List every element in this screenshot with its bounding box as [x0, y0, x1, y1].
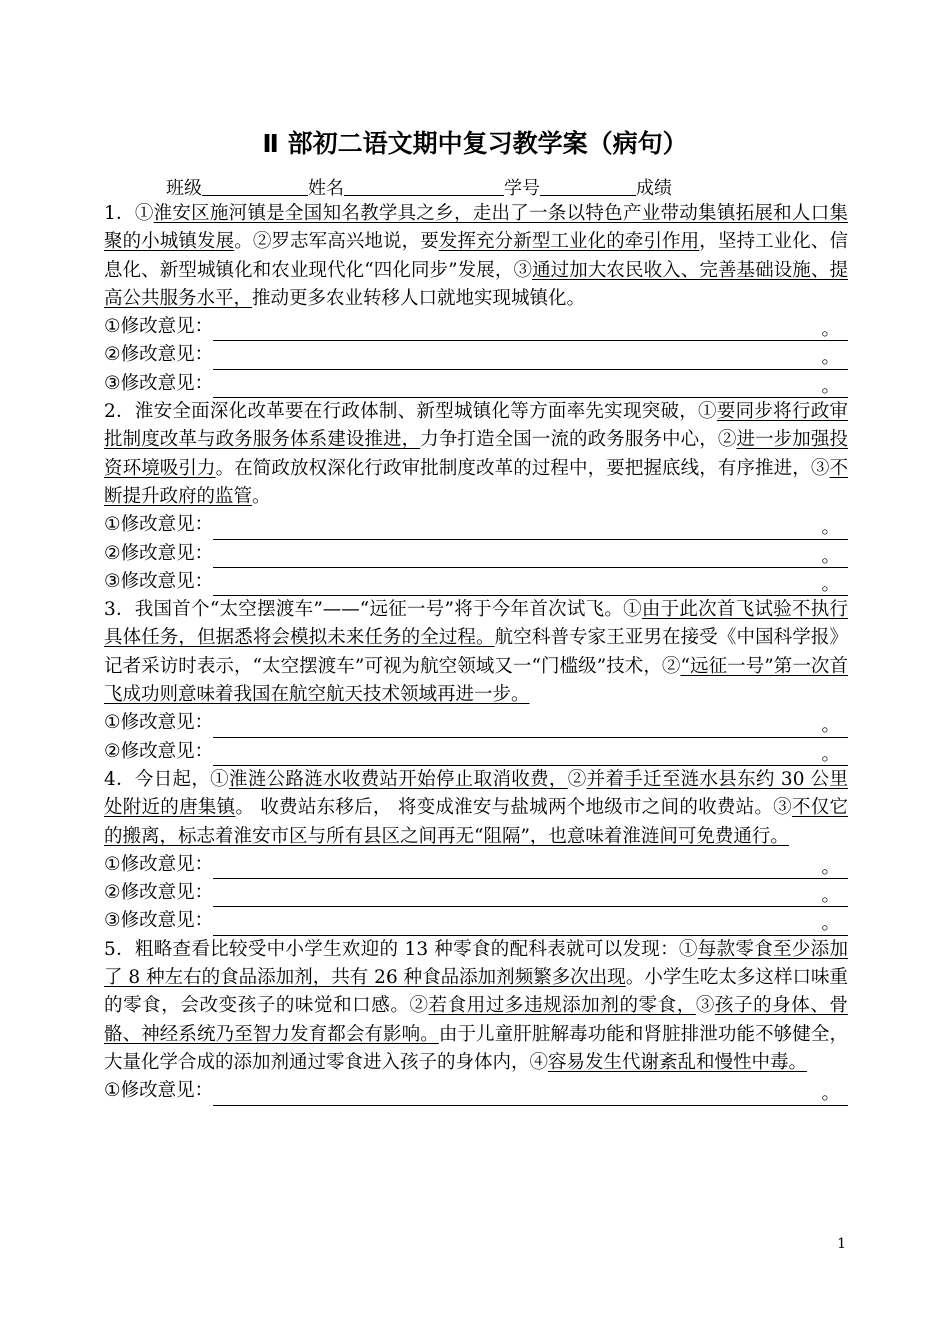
- question-block: [104, 200, 848, 398]
- revision-line: [104, 709, 848, 737]
- underlined-sentence: 进一步加强投资环境吸引力: [104, 429, 848, 479]
- sentence-text: 5．粗略查看比较受中小学生欢迎的 13 种零食的配科表就可以发现：①: [104, 938, 698, 960]
- revision-line: [104, 540, 848, 568]
- name-label: 姓名: [308, 178, 344, 199]
- underlined-sentence: 淮涟公路涟水收费站开始停止取消收费，: [229, 768, 568, 790]
- revision-number: ②: [104, 740, 121, 762]
- sentence-text: ，坚持工业化、信息化、新型城镇化和农业现代化“四化同步”发展，③: [104, 231, 848, 281]
- revision-line: [104, 879, 848, 907]
- revision-label: 修改意见：: [120, 316, 214, 338]
- question-text: [104, 766, 848, 851]
- number-label: 学号: [504, 178, 540, 199]
- revision-label: 修改意见：: [120, 712, 214, 734]
- score-label: 成绩: [636, 178, 672, 199]
- answer-blank[interactable]: [213, 517, 848, 540]
- sentence-text: 。 收费站东移后， 将变成淮安与盐城两个地级市之间的收费站。③: [235, 797, 792, 819]
- revision-number: ③: [104, 372, 121, 394]
- sentence-text: 4．今日起，①: [104, 768, 229, 790]
- revision-number: ①: [104, 316, 121, 338]
- revision-number: ①: [104, 1080, 121, 1102]
- question-block: [104, 936, 848, 1106]
- underlined-sentence: 不仅它的搬离，标志着淮安市区与所有县区之间再无“阻隔”，也意味着淮涟间可免费通行。: [104, 797, 848, 847]
- name-blank[interactable]: [344, 177, 504, 196]
- end-period: 。: [821, 1083, 840, 1105]
- revision-label: 修改意见：: [120, 882, 214, 904]
- question-text: [104, 936, 848, 1077]
- end-period: 。: [821, 885, 840, 907]
- revision-number: ③: [104, 910, 121, 932]
- end-period: 。: [821, 913, 840, 935]
- sentence-text: 航空科普专家王亚男在接受《中国科学报》记者采访时表示，“太空摆渡车”可视为航空领域又一“门槛级”技术，②: [104, 627, 848, 677]
- answer-blank[interactable]: [213, 545, 848, 568]
- student-info-line: [166, 174, 672, 200]
- revision-line: [104, 568, 848, 596]
- underlined-sentence: 发挥充分新型工业化的牵引作用: [438, 231, 700, 253]
- revision-number: ③: [104, 570, 121, 592]
- underlined-sentence: 容易发生代谢紊乱和慢性中毒。: [548, 1051, 808, 1073]
- sentence-text: 。小学生吃太多这样口味重的零食，会改变孩子的味觉和口感。②: [104, 967, 848, 1017]
- class-label: 班级: [166, 178, 202, 199]
- sentence-text: ③: [695, 995, 715, 1017]
- end-period: 。: [821, 715, 840, 737]
- underlined-sentence: 淮安区施河镇是全国知名教学具之乡，走出了一条以特色产业带动集镇拓展和人口集聚的小城镇发展: [104, 203, 848, 253]
- end-period: 。: [821, 573, 840, 595]
- revision-line: [104, 907, 848, 935]
- sentence-text: 推动更多农业转移人口就地实现城镇化。: [252, 287, 586, 309]
- answer-blank[interactable]: [213, 375, 848, 398]
- answer-blank[interactable]: [213, 573, 848, 596]
- underlined-sentence: 并着手迁至涟水县东约 30 公里处附近的唐集镇: [104, 768, 848, 819]
- question-block: [104, 398, 848, 596]
- underlined-sentence: “远征一号”第一次首飞成功则意味着我国在航空航天技术领域再进一步。: [104, 655, 848, 706]
- revision-line: [104, 851, 848, 879]
- sentence-text: ②: [567, 768, 587, 790]
- revision-number: ①: [104, 853, 121, 875]
- revision-label: 修改意见：: [120, 1080, 214, 1102]
- revision-line: [104, 370, 848, 398]
- end-period: 。: [821, 856, 840, 878]
- question-text: [104, 596, 848, 709]
- revision-line: [104, 511, 848, 539]
- question-block: [104, 766, 848, 936]
- underlined-sentence: 不断提升政府的监管: [104, 457, 848, 507]
- answer-blank[interactable]: [213, 347, 848, 370]
- underlined-sentence: 若食用过多违规添加剂的零食，: [428, 995, 696, 1017]
- end-period: 。: [821, 319, 840, 341]
- end-period: 。: [821, 347, 840, 369]
- page-title: Ⅱ 部初二语文期中复习教学案（病句）: [262, 129, 688, 158]
- revision-line: [104, 738, 848, 766]
- revision-label: 修改意见：: [120, 570, 214, 592]
- revision-label: 修改意见：: [120, 514, 214, 536]
- revision-label: 修改意见：: [120, 344, 214, 366]
- questions-list: [104, 200, 848, 1106]
- answer-blank[interactable]: [213, 715, 848, 738]
- revision-label: 修改意见：: [120, 372, 214, 394]
- revision-line: [104, 1077, 848, 1105]
- revision-label: 修改意见：: [120, 910, 214, 932]
- revision-number: ①: [104, 514, 121, 536]
- sentence-text: 1．①: [104, 203, 154, 224]
- revision-number: ①: [104, 712, 121, 734]
- sentence-text: 。②罗志军高兴地说，要: [234, 231, 439, 253]
- revision-number: ②: [104, 542, 121, 564]
- end-period: 。: [821, 545, 840, 567]
- revision-number: ②: [104, 344, 121, 366]
- sentence-text: 2．淮安全面深化改革要在行政体制、新型城镇化等方面率先实现突破，①: [104, 401, 717, 423]
- sentence-text: 。在简政放权深化行政审批制度改革的过程中，要把握底线，有序推进，③: [215, 457, 830, 479]
- sentence-text: 力争打造全国一流的政务服务中心，②: [420, 429, 737, 451]
- underlined-sentence: 由于此次首飞试验不执行具体任务，但据悉将会模拟未来任务的全过程。: [104, 599, 848, 649]
- underlined-sentence: 孩子的身体、骨骼、神经系统乃至智力发育都会有影响。: [104, 995, 848, 1045]
- underlined-sentence: 通过加大农民收入、完善基础设施、提高公共服务水平，: [104, 259, 848, 309]
- sentence-text: 3．我国首个“太空摆渡车”——“远征一号”将于今年首次试飞。①: [104, 599, 642, 621]
- answer-blank[interactable]: [213, 884, 848, 907]
- answer-blank[interactable]: [213, 913, 848, 936]
- answer-blank[interactable]: [213, 318, 848, 341]
- answer-blank[interactable]: [213, 1083, 848, 1106]
- class-blank[interactable]: [202, 177, 308, 196]
- sentence-text: 。: [252, 485, 271, 507]
- underlined-sentence: 每款零食至少添加了 8 种左右的食品添加剂，共有 26 种食品添加剂频繁多次出现: [104, 938, 848, 989]
- end-period: 。: [821, 375, 840, 397]
- revision-label: 修改意见：: [120, 740, 214, 762]
- revision-line: [104, 313, 848, 341]
- page-number: 1: [837, 1236, 846, 1252]
- underlined-sentence: 要同步将行政审批制度改革与政务服务体系建设推进，: [104, 401, 848, 451]
- revision-label: 修改意见：: [120, 542, 214, 564]
- question-text: [104, 200, 848, 313]
- question-block: [104, 596, 848, 766]
- number-blank[interactable]: [540, 177, 636, 196]
- answer-blank[interactable]: [213, 743, 848, 766]
- revision-number: ②: [104, 882, 121, 904]
- answer-blank[interactable]: [213, 856, 848, 879]
- revision-label: 修改意见：: [120, 853, 214, 875]
- end-period: 。: [821, 743, 840, 765]
- end-period: 。: [821, 517, 840, 539]
- revision-line: [104, 341, 848, 369]
- question-text: [104, 398, 848, 511]
- sentence-text: 由于儿童肝脏解毒功能和肾脏排泄功能不够健全，大量化学合成的添加剂通过零食进入孩子的身体内，④: [104, 1023, 848, 1073]
